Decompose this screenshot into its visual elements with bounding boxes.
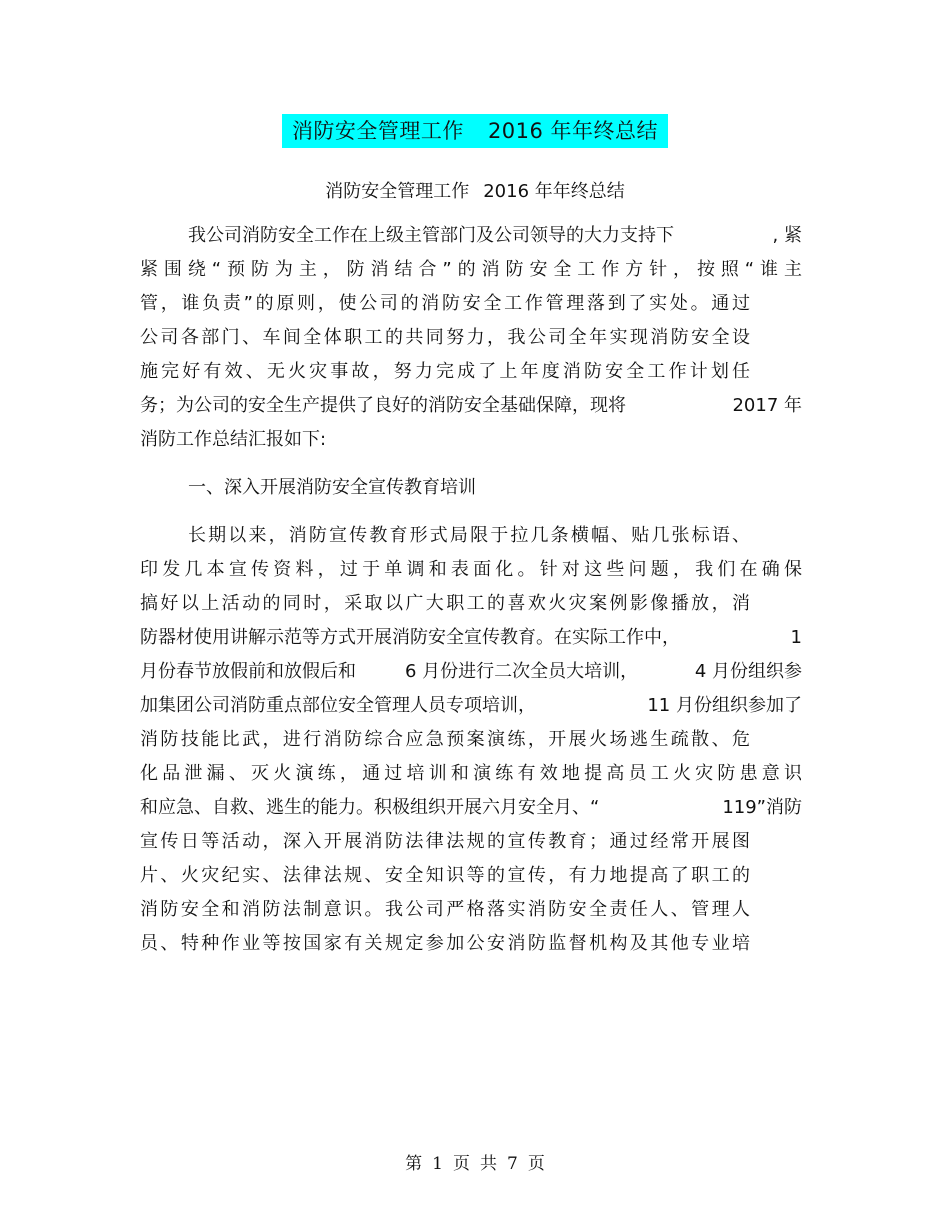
- body-line: 紧围绕“预防为主，防消结合”的消防安全工作方针，按照“谁主: [140, 259, 802, 280]
- body-line: [140, 692, 802, 720]
- section-heading: 一、深入开展消防安全宣传教育培训: [188, 477, 476, 498]
- body-line: 片、火灾纪实、法律法规、安全知识等的宣传，有力地提高了职工的: [140, 865, 750, 886]
- body-text: 6 月份进行二次全员大培训，: [405, 661, 639, 682]
- body-text: 2017 年: [732, 395, 802, 416]
- body-text: 和应急、自救、逃生的能力。积极组织开展六月安全月、“: [140, 797, 600, 818]
- body-line: 宣传日等活动，深入开展消防法律法规的宣传教育；通过经常开展图: [140, 831, 750, 852]
- document-title: [282, 114, 668, 148]
- body-line: 搞好以上活动的同时，采取以广大职工的喜欢火灾案例影像播放，消: [140, 593, 750, 614]
- title-wrap: [0, 114, 950, 148]
- document-subtitle: [0, 178, 950, 206]
- body-text: 11 月份组织参加了: [647, 695, 802, 716]
- subtitle-text-1: 消防安全管理工作: [325, 181, 470, 202]
- body-text: 1: [790, 627, 802, 648]
- body-line: 消防工作总结汇报如下:: [140, 429, 327, 450]
- title-text-2: 2016 年年终总结: [487, 119, 659, 143]
- footer-text: 共: [480, 1154, 497, 1174]
- body-line: [140, 794, 802, 822]
- body-text: 务；为公司的安全生产提供了良好的消防安全基础保障，现将: [140, 395, 626, 416]
- footer-text: 页: [527, 1154, 545, 1174]
- body-line: 长期以来，消防宣传教育形式局限于拉几条横幅、贴几张标语、: [188, 525, 750, 546]
- body-line: 管，谁负责”的原则，使公司的消防安全工作管理落到了实处。通过: [140, 293, 750, 314]
- body-line: [140, 658, 802, 686]
- title-text-1: 消防安全管理工作: [291, 119, 464, 143]
- footer-text: 页: [453, 1154, 470, 1174]
- body-line: 消防安全和消防法制意识。我公司严格落实消防安全责任人、管理人: [140, 899, 750, 920]
- body-line: 公司各部门、车间全体职工的共同努力，我公司全年实现消防安全设: [140, 327, 750, 348]
- body-line: 员、特种作业等按国家有关规定参加公安消防监督机构及其他专业培: [140, 933, 750, 954]
- body-line: 施完好有效、无火灾事故，努力完成了上年度消防安全工作计划任: [140, 361, 750, 382]
- body-line: 化品泄漏、灭火演练，通过培训和演练有效地提高员工火灾防患意识: [140, 763, 802, 784]
- body-text: 防器材使用讲解示范等方式开展消防安全宣传教育。在实际工作中，: [140, 627, 680, 648]
- body-line: 印发几本宣传资料，过于单调和表面化。针对这些问题，我们在确保: [140, 559, 802, 580]
- body-text: 加集团公司消防重点部位安全管理人员专项培训，: [140, 695, 536, 716]
- page-footer: [0, 1152, 950, 1176]
- footer-text: 第: [405, 1154, 423, 1174]
- body-line: [188, 222, 802, 250]
- total-page-number: 7: [507, 1154, 518, 1174]
- body-text: 我公司消防安全工作在上级主管部门及公司领导的大力支持下: [188, 225, 674, 246]
- body-line: [140, 624, 802, 652]
- subtitle-text-2: 2016 年年终总结: [483, 181, 625, 202]
- current-page-number: 1: [432, 1154, 443, 1174]
- body-text: , 紧: [772, 225, 802, 246]
- body-line: 消防技能比武，进行消防综合应急预案演练，开展火场逃生疏散、危: [140, 729, 750, 750]
- body-text: 月份春节放假前和放假后和: [140, 661, 356, 682]
- body-text: 4 月份组织参: [694, 661, 802, 682]
- body-line: [140, 392, 802, 420]
- body-text: 119”消防: [722, 797, 802, 818]
